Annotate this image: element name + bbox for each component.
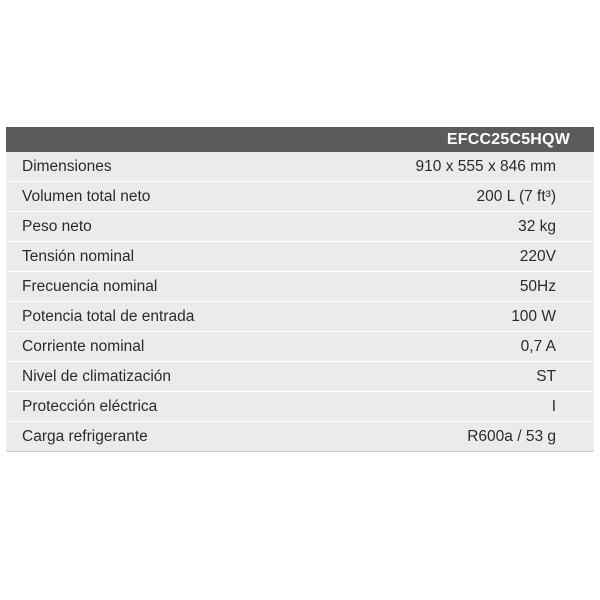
spec-value: 910 x 555 x 846 mm <box>415 157 556 175</box>
spec-label: Corriente nominal <box>22 337 145 355</box>
spec-row-tension <box>6 242 594 272</box>
spec-label: Nivel de climatización <box>22 367 172 385</box>
spec-label: Carga refrigerante <box>22 427 148 445</box>
spec-value: 200 L (7 ft³) <box>476 187 556 205</box>
spec-row-corriente <box>6 332 594 362</box>
spec-value: I <box>551 397 556 415</box>
spec-row-refrigerante <box>6 422 594 452</box>
spec-row-climatizacion <box>6 362 594 392</box>
model-code: EFCC25C5HQW <box>446 130 570 148</box>
spec-label: Peso neto <box>22 217 92 235</box>
spec-row-proteccion <box>6 392 594 422</box>
spec-label: Volumen total neto <box>22 187 151 205</box>
spec-row-dimensiones <box>6 152 594 182</box>
spec-table-header <box>6 127 594 152</box>
spec-value: ST <box>536 367 556 385</box>
spec-value: 50Hz <box>519 277 556 295</box>
spec-label: Frecuencia nominal <box>22 277 158 295</box>
spec-value: 220V <box>519 247 556 265</box>
spec-value: 100 W <box>511 307 556 325</box>
spec-value: 32 kg <box>518 217 556 235</box>
spec-row-volumen <box>6 182 594 212</box>
spec-label: Potencia total de entrada <box>22 307 195 325</box>
spec-value: R600a / 53 g <box>467 427 556 445</box>
spec-row-frecuencia <box>6 272 594 302</box>
spec-label: Dimensiones <box>22 157 112 175</box>
spec-value: 0,7 A <box>520 337 556 355</box>
spec-row-peso <box>6 212 594 242</box>
spec-label: Protección eléctrica <box>22 397 158 415</box>
spec-label: Tensión nominal <box>22 247 135 265</box>
spec-table <box>6 127 594 452</box>
spec-row-potencia <box>6 302 594 332</box>
